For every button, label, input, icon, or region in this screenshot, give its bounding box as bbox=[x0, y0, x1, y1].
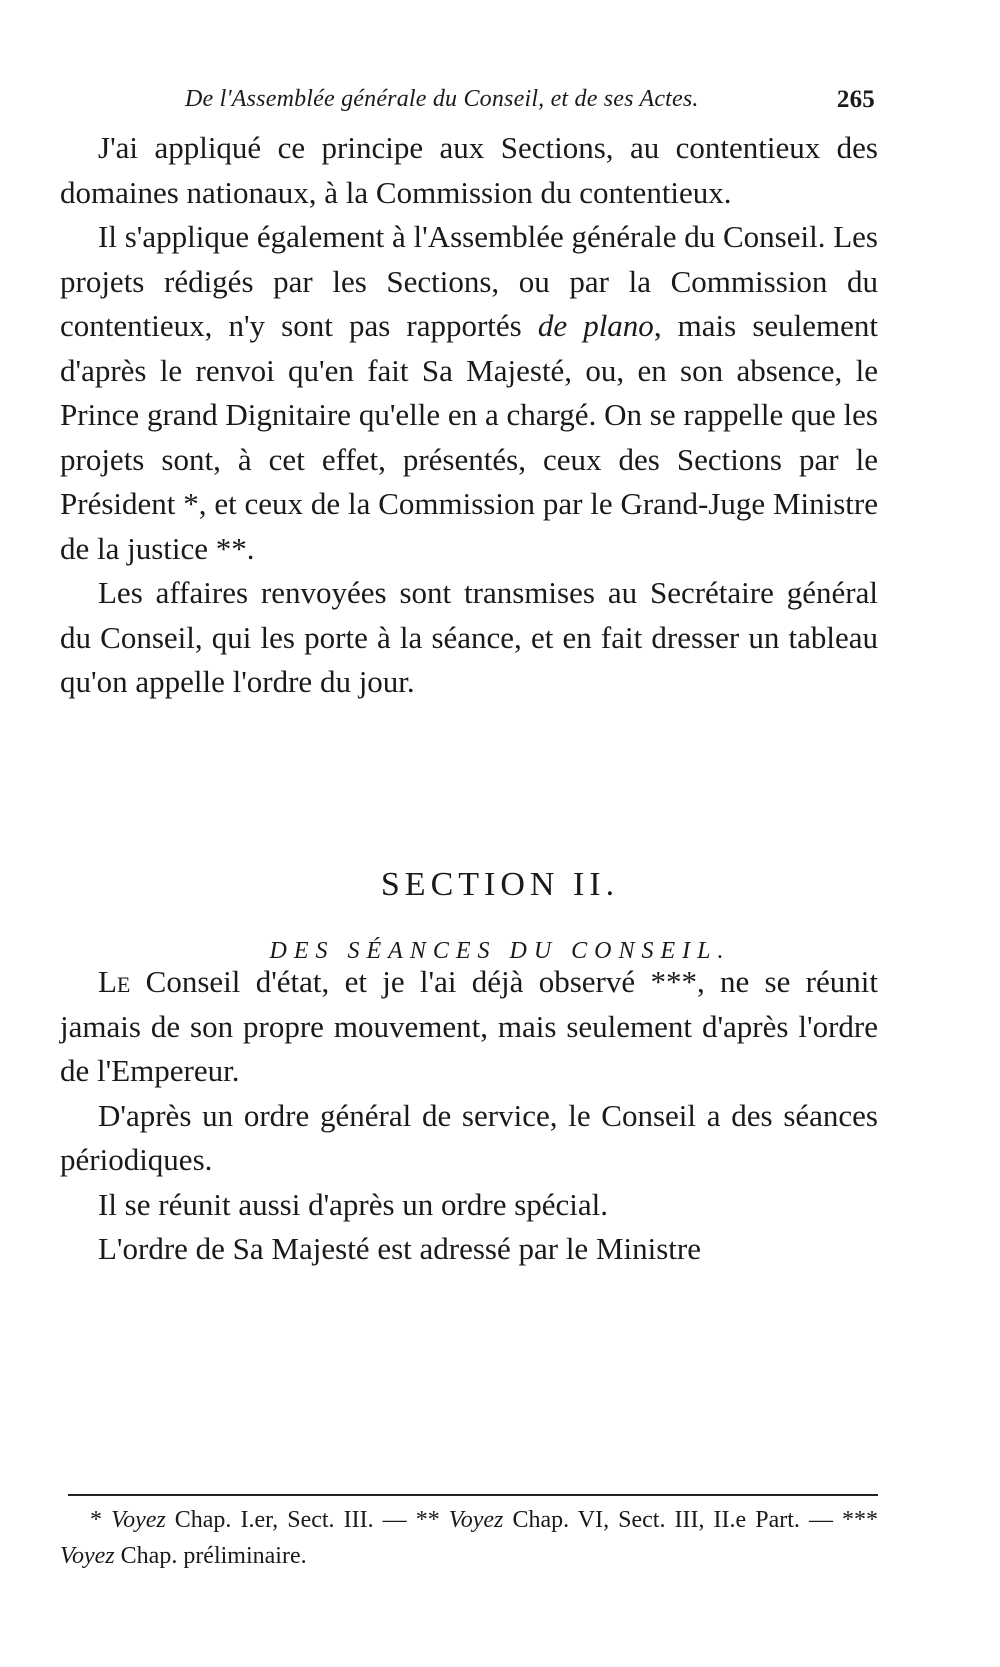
paragraph-text: D'après un ordre général de service, le Conseil a des séances périodiques. bbox=[60, 1097, 878, 1177]
paragraph bbox=[60, 1094, 878, 1183]
latin-phrase: de plano bbox=[537, 308, 654, 343]
footnote-mark: *** bbox=[842, 1507, 878, 1533]
text-block-lower bbox=[60, 960, 878, 1272]
paragraph-text: Conseil d'état, et je l'ai déjà observé ***, ne se réunit jamais de son propre mouvement, mais seulement d'après l'ordre de l'Empereur. bbox=[60, 964, 878, 1088]
footnote-mark: ** bbox=[415, 1507, 449, 1533]
footnote-voyez: Voyez bbox=[448, 1507, 504, 1533]
footnote-voyez: Voyez bbox=[60, 1543, 115, 1569]
footnote-text: Chap. VI, Sect. III, II.e Part. — bbox=[503, 1507, 842, 1533]
paragraph-text: L'ordre de Sa Majesté est adressé par le Ministre bbox=[98, 1231, 701, 1266]
running-title: De l'Assemblée générale du Conseil, et de ses Actes. bbox=[185, 86, 699, 112]
paragraph bbox=[60, 1227, 878, 1272]
footnote-text: Chap. I.er, Sect. III. — bbox=[165, 1507, 416, 1533]
section-subtitle: DES SÉANCES DU CONSEIL. bbox=[269, 938, 731, 964]
paragraph-text: J'ai appliqué ce principe aux Sections, au contentieux des domaines nationaux, à la Commission du contentieux. bbox=[60, 130, 878, 210]
paragraph bbox=[60, 960, 878, 1094]
paragraph-text: Il s'applique également à l'Assemblée générale du Conseil. Les projets rédigés par les Sections, ou par la Commission du contentieux, n'y sont pas rapportés bbox=[60, 219, 878, 343]
paragraph bbox=[60, 126, 878, 215]
paragraph bbox=[60, 215, 878, 571]
paragraph bbox=[60, 1183, 878, 1228]
text-block-upper bbox=[60, 126, 878, 705]
section-heading: SECTION II. bbox=[380, 866, 620, 903]
paragraph-text: Les affaires renvoyées sont transmises au Secrétaire général du Conseil, qui les porte à la séance, et en fait dresser un tableau qu'on appelle l'ordre du jour. bbox=[60, 575, 878, 699]
footnotes bbox=[60, 1502, 878, 1574]
paragraph-text: Il se réunit aussi d'après un ordre spécial. bbox=[98, 1186, 609, 1222]
footnote-voyez: Voyez bbox=[111, 1507, 166, 1533]
page-number: 265 bbox=[836, 86, 875, 113]
paragraph-text: , mais seulement d'après le renvoi qu'en fait Sa Majesté, ou, en son absence, le Prince grand Dignitaire qu'elle en a chargé. On se rappelle que les projets sont, à cet effet, présentés, ceux des Sections par le Président *, et ceux de la Commission par le Grand-Juge Ministre de la justice **. bbox=[60, 308, 879, 566]
footnote-line bbox=[60, 1502, 878, 1574]
page-header bbox=[175, 86, 875, 120]
paragraph bbox=[60, 571, 878, 705]
footnote-divider bbox=[68, 1494, 878, 1496]
footnote-text: Chap. préliminaire. bbox=[114, 1543, 307, 1569]
lead-word: Le bbox=[98, 964, 131, 999]
footnote-mark: * bbox=[90, 1507, 112, 1533]
